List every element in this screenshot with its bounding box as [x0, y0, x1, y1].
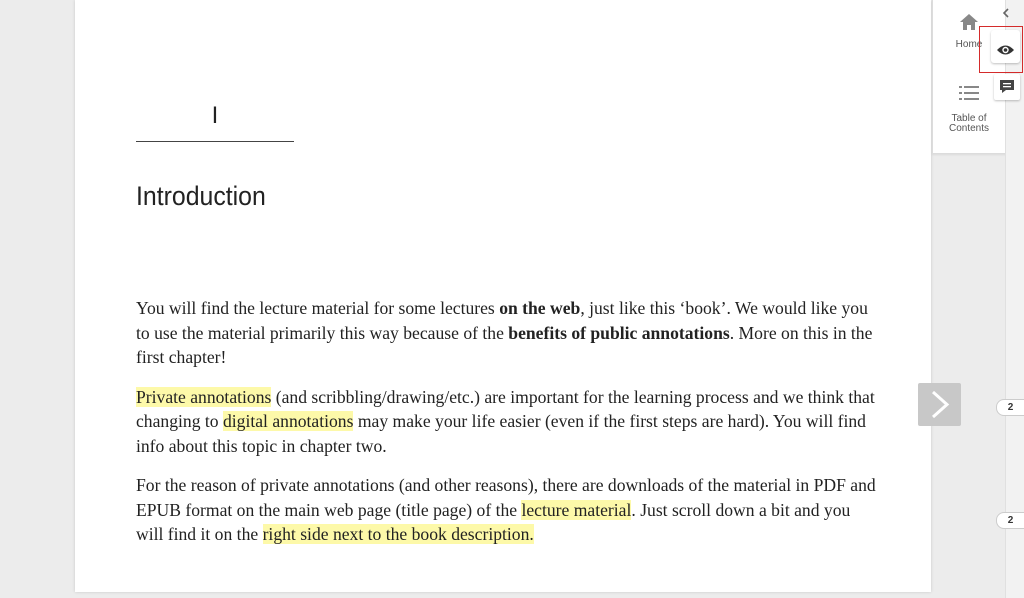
annotations-comment-button[interactable] [994, 74, 1020, 100]
chapter-divider [136, 141, 294, 142]
highlighted-annotation[interactable]: right side next to the book description. [262, 524, 534, 544]
text: (and scribbling/drawing/etc.) are important for the learning process and we think that changing to [136, 386, 875, 431]
paragraph-1 [136, 296, 876, 370]
annotation-count-badge[interactable]: 2 [996, 399, 1024, 416]
annotation-count-badge[interactable]: 2 [996, 512, 1024, 529]
bold-text: on the web [499, 298, 581, 318]
text: For the reason of private annotations (and other reasons), there are downloads of the material in PDF and EPUB format on the main web page (title page) of the [136, 475, 876, 520]
highlighted-annotation[interactable]: Private annotations [136, 386, 272, 407]
home-label: Home [955, 39, 983, 50]
chevron-left-icon [1001, 7, 1011, 19]
paragraph-2 [136, 385, 876, 459]
eye-icon [991, 30, 1020, 63]
text: You will find the lecture material for some lectures [136, 298, 500, 318]
show-annotations-button[interactable] [991, 30, 1020, 63]
list-icon [959, 85, 979, 102]
collapse-sidebar-button[interactable] [994, 3, 1018, 25]
chapter-number: I [211, 102, 219, 129]
text: . More on this in the first chapter! [136, 322, 873, 367]
next-page-button[interactable] [918, 383, 961, 426]
highlighted-annotation[interactable]: digital annotations [222, 411, 354, 431]
bold-text: benefits of public annotations [508, 322, 730, 343]
text: , just like this ‘book’. We would like you to use the material primarily this way because of the [136, 298, 868, 343]
chapter-title: Introduction [136, 181, 266, 211]
comment-icon [994, 74, 1020, 100]
text: . Just scroll down a bit and you will find it on the [136, 499, 851, 544]
toc-label: Table of Contents [948, 113, 990, 134]
chapter-content [136, 296, 876, 562]
home-icon [959, 13, 979, 31]
chevron-right-icon [918, 383, 961, 426]
text: may make your life easier (even if the first steps are hard). You will find info about this topic in chapter two. [136, 411, 866, 456]
highlighted-annotation[interactable]: lecture material [521, 499, 632, 520]
paragraph-3 [136, 473, 876, 547]
